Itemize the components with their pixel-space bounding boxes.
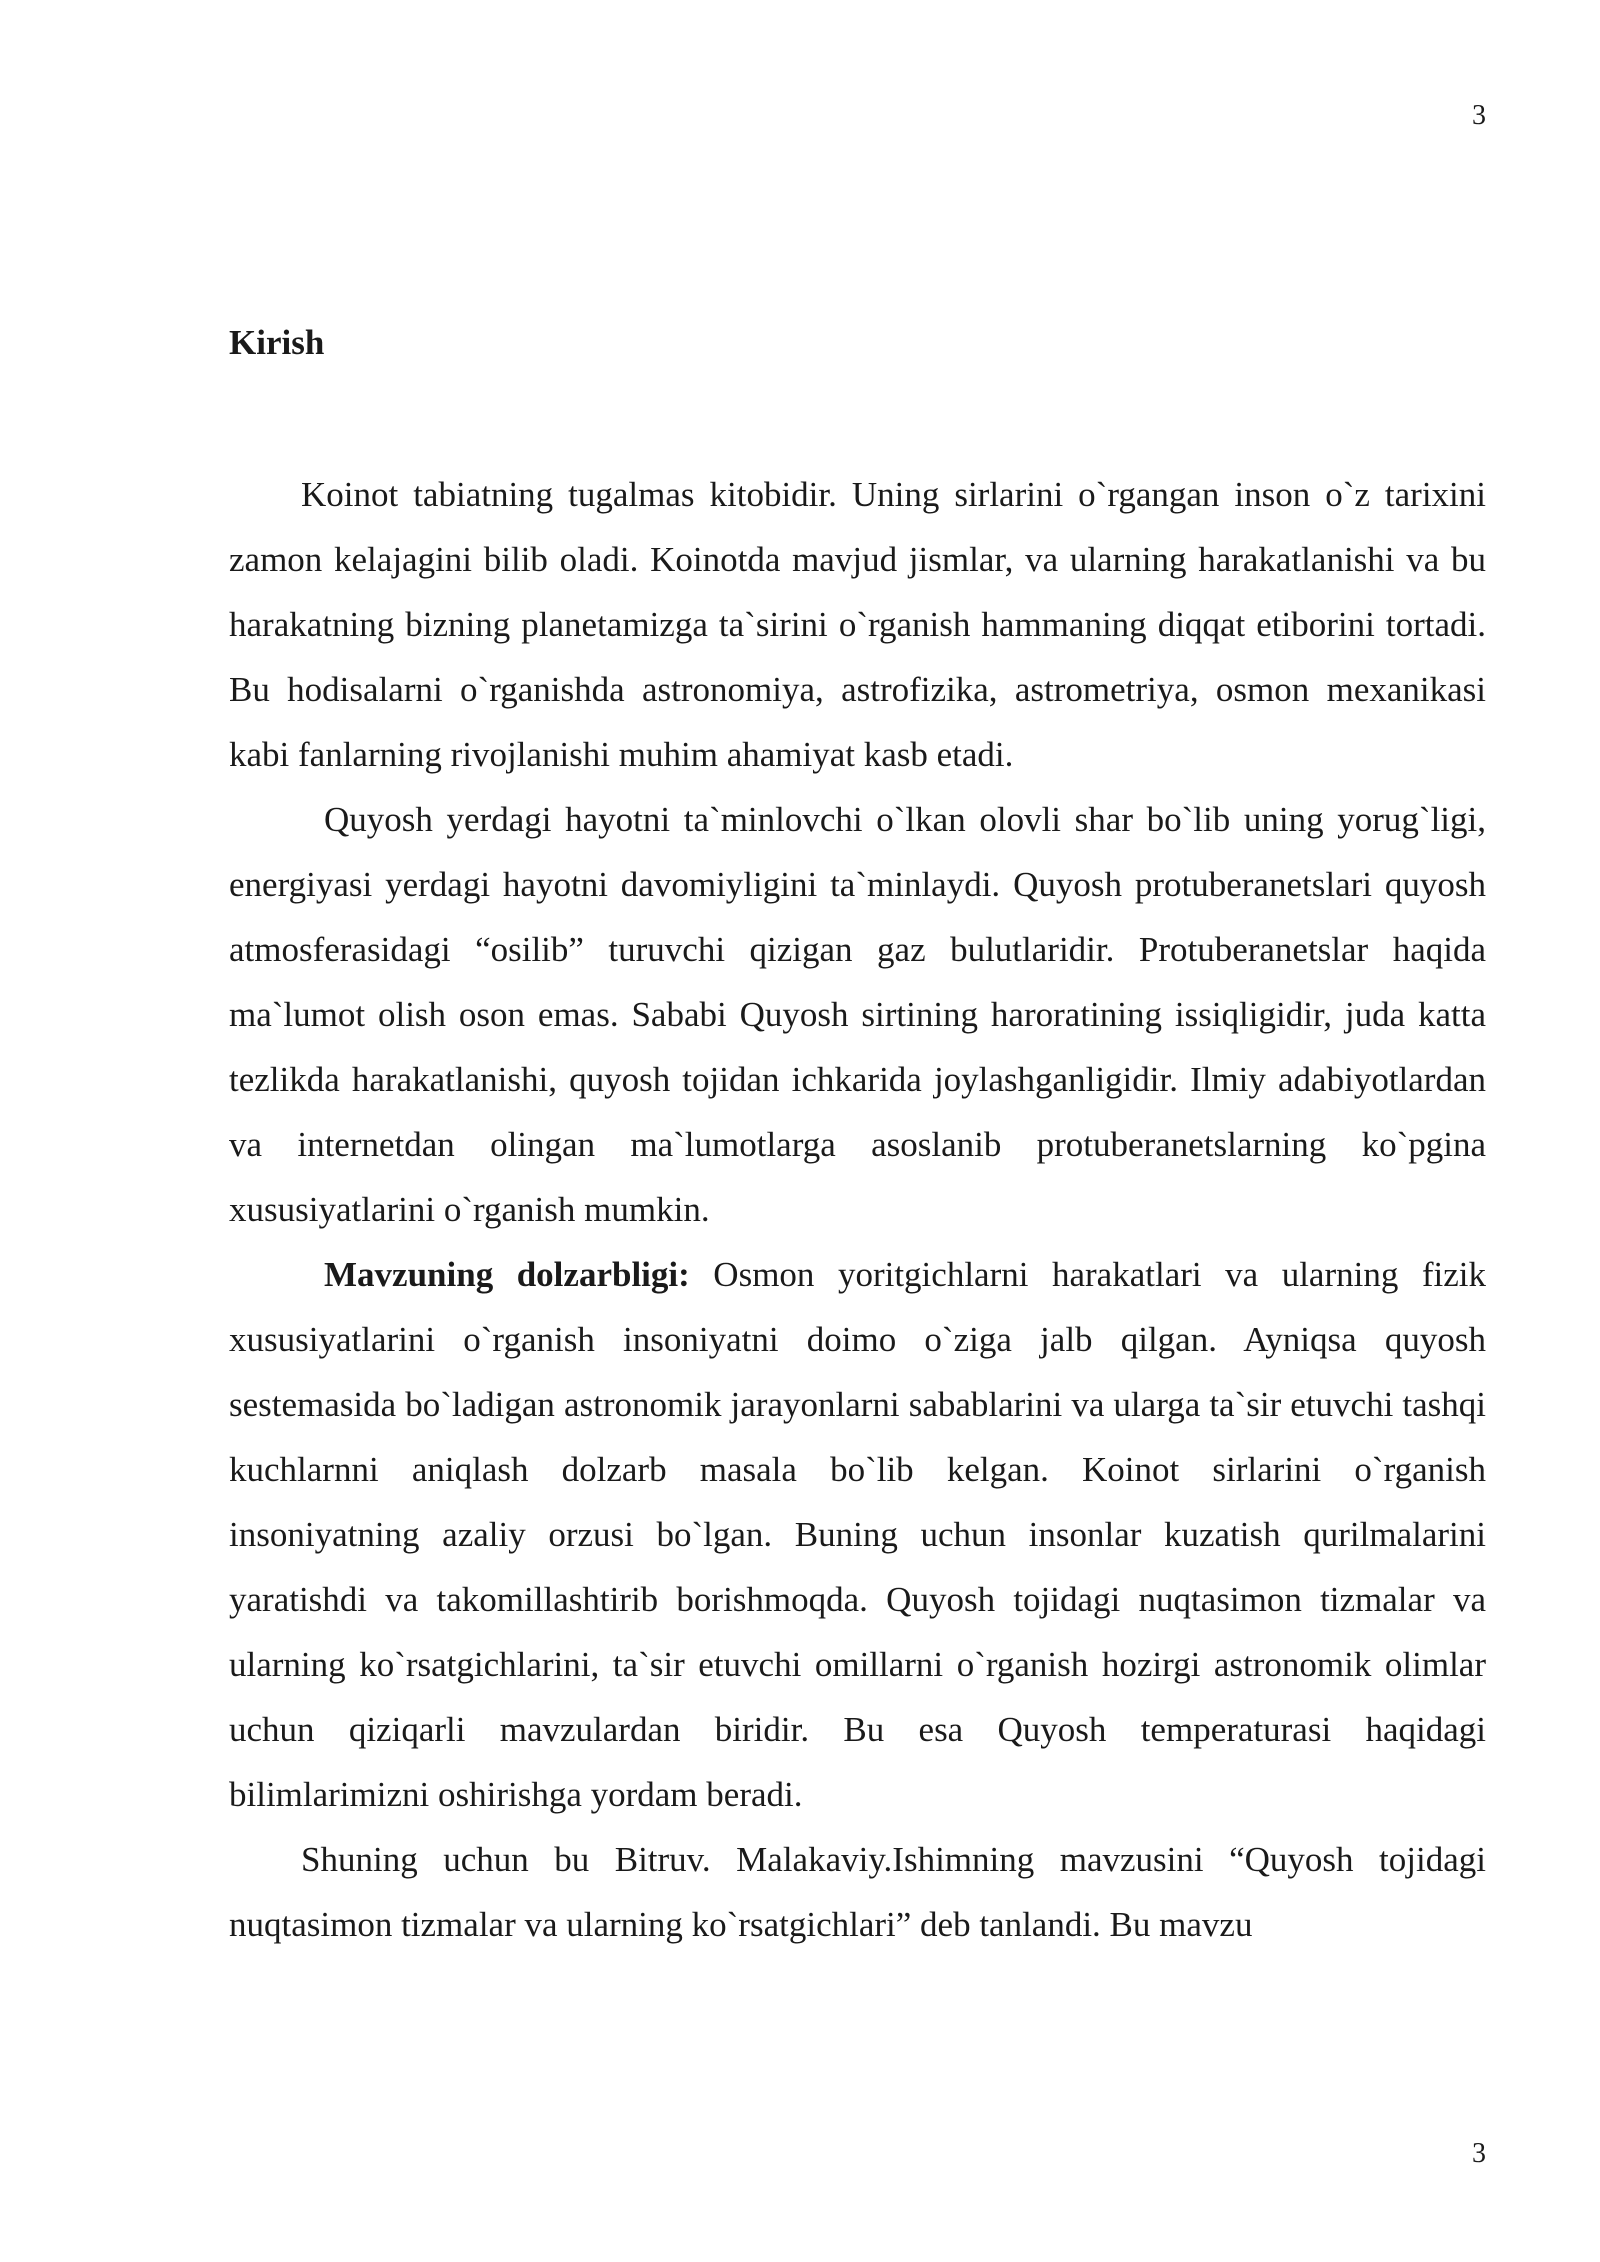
document-content — [229, 322, 1486, 1957]
paragraph-topic: Shuning uchun bu Bitruv. Malakaviy.Ishimning mavzusini “Quyosh tojidagi nuqtasimon tizmalar va ularning ko`rsatgichlari” deb tanlandi. Bu mavzu — [229, 1840, 1486, 1944]
relevance-text: Osmon yoritgichlarni harakatlari va ularning fizik xususiyatlarini o`rganish insoniyatni doimo o`ziga jalb qilgan. Ayniqsa quyosh sestemasida bo`ladigan astronomik jarayonlarni sabablarini va ularga ta`sir etuvchi tashqi kuchlarnni aniqlash dolzarb masala bo`lib kelgan. Koinot sirlarini o`rganish insoniyatning azaliy orzusi bo`lgan. Buning uchun insonlar kuzatish qurilmalarini yaratishdi va takomillashtirib borishmoqda. Quyosh tojidagi nuqtasimon tizmalar va ularning ko`rsatgichlarini, ta`sir etuvchi omillarni o`rganish hozirgi astronomik olimlar uchun qiziqarli mavzulardan biridir. Bu esa Quyosh temperaturasi haqidagi bilimlarimizni oshirishga yordam beradi. — [229, 1255, 1486, 1814]
page-number-bottom: 3 — [1472, 2138, 1486, 2169]
section-heading: Kirish — [229, 323, 325, 362]
paragraph-relevance — [229, 1242, 1486, 1827]
paragraph-intro: Koinot tabiatning tugalmas kitobidir. Uning sirlarini o`rgangan inson o`z tarixini zamon kelajagini bilib oladi. Koinotda mavjud jismlar, va ularning harakatlanishi va bu harakatning bizning planetamizga ta`sirini o`rganish hammaning diqqat etiborini tortadi. Bu hodisalarni o`rganishda astronomiya, astrofizika, astrometriya, osmon mexanikasi kabi fanlarning rivojlanishi muhim ahamiyat kasb etadi. — [229, 475, 1486, 774]
relevance-label: Mavzuning dolzarbligi: — [324, 1255, 690, 1294]
page-number-top: 3 — [1472, 100, 1486, 131]
body-text — [229, 462, 1486, 1957]
paragraph-sun: Quyosh yerdagi hayotni ta`minlovchi o`lkan olovli shar bo`lib uning yorug`ligi, energiyasi yerdagi hayotni davomiyligini ta`minlaydi. Quyosh protuberanetslari quyosh atmosferasidagi “osilib” turuvchi qizigan gaz bulutlaridir. Protuberanetslar haqida ma`lumot olish oson emas. Sababi Quyosh sirtining haroratining issiqligidir, juda katta tezlikda harakatlanishi, quyosh tojidan ichkarida joylashganligidir. Ilmiy adabiyotlardan va internetdan olingan ma`lumotlarga asoslanib protuberanetslarning ko`pgina xususiyatlarini o`rganish mumkin. — [229, 800, 1486, 1229]
